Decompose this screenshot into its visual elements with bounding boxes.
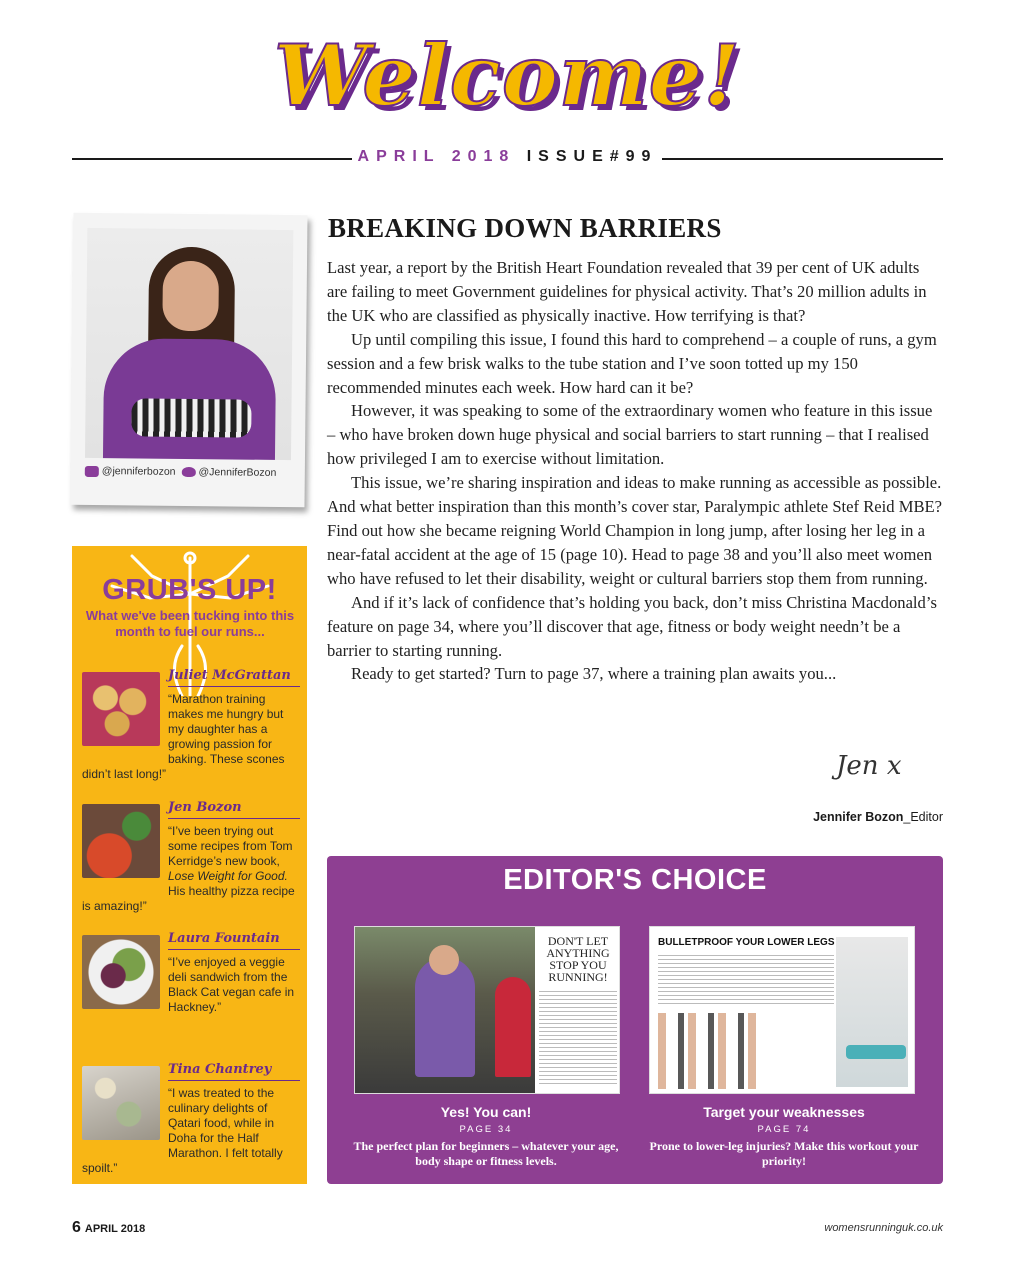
thumb-headline: DON'T LET ANYTHING STOP YOU RUNNING! [546, 934, 610, 984]
editor-polaroid [70, 213, 307, 507]
pick-title[interactable]: Yes! You can! [440, 1104, 532, 1120]
pick-description: The perfect plan for beginners – whatever your age, body shape or fitness levels. [353, 1139, 619, 1168]
editor-credit [760, 810, 943, 824]
article-paragraph: However, it was speaking to some of the extraordinary women who feature in this issue – who have broken down huge physical and social barriers to start running – that I realised how privileged I am to exercise without limitation. [327, 401, 933, 469]
masthead-title: Welcome! [273, 26, 742, 125]
page-34-thumbnail[interactable] [354, 926, 620, 1094]
entry-quote-end: His healthy pizza recipe is amazing!” [82, 884, 295, 913]
pick-description: Prone to lower-leg injuries? Make this workout your priority! [649, 1139, 919, 1168]
entry-quote-start: “I’ve been trying out some recipes from Tom Kerridge’s new book, [168, 824, 293, 868]
editor-role: _Editor [903, 810, 943, 824]
grubs-up-title: GRUB'S UP! [102, 574, 277, 606]
article-paragraph: Up until compiling this issue, I found this hard to comprehend – a couple of runs, a gym session and a few brisk walks to the tube station and I’ve soon totted up my 150 recommended minutes each week. How hard can it be? [327, 329, 937, 397]
twitter-icon [181, 467, 195, 477]
issue-date: APRIL 2018 [357, 148, 516, 165]
entry-quote: “I’ve enjoyed a veggie deli sandwich from the Black Cat vegan cafe in Hackney.” [168, 955, 295, 1014]
entry-quote: “I was treated to the culinary delights of Qatari food, while in Doha for the Half Marathon. I felt totally spoilt.” [82, 1086, 283, 1175]
editor-signature: Jen x [836, 751, 902, 781]
masthead [0, 28, 1015, 124]
book-title: Lose Weight for Good. [168, 869, 288, 883]
grubs-up-panel [72, 546, 307, 1184]
article-headline: BREAKING DOWN BARRIERS [328, 213, 722, 243]
article-paragraph: And if it’s lack of confidence that’s holding you back, don’t miss Christina Macdonald’s feature on page 34, where you’ll discover that age, fitness or body weight needn’t be a barrier to starting running. [327, 592, 937, 660]
issue-number: ISSUE#99 [526, 148, 658, 165]
twitter-handle[interactable]: @JenniferBozon [181, 466, 276, 479]
issue-line [0, 148, 1015, 166]
editors-choice-title: EDITOR'S CHOICE [503, 864, 767, 896]
pick-page: PAGE 34 [459, 1124, 513, 1135]
footer-date: APRIL 2018 [84, 1223, 146, 1235]
editors-choice-panel [327, 856, 943, 1184]
thumb-headline: BULLETPROOF YOUR LOWER LEGS [658, 937, 835, 948]
page-number: 6 [72, 1219, 81, 1236]
pick-page: PAGE 74 [757, 1124, 811, 1135]
pick-title[interactable]: Target your weaknesses [703, 1104, 865, 1120]
grubs-up-subtitle: What we've been tucking into this month to fuel our runs... [85, 608, 295, 639]
editor-photo [85, 228, 293, 460]
footer-folio [72, 1219, 145, 1237]
social-handles [85, 465, 291, 479]
footer-website[interactable]: womensrunninguk.co.uk [824, 1222, 943, 1234]
page-74-thumbnail[interactable] [649, 926, 915, 1094]
entry-author: Jen Bozon [168, 800, 300, 819]
entry-author: Laura Fountain [168, 931, 300, 950]
article-paragraph: This issue, we’re sharing inspiration and ideas to make running as accessible as possible. And what better inspiration than this month’s cover star, Paralympic athlete Stef Reid MBE? Find out how she became reigning World Champion in long jump, after losing her leg in a near-fatal accident at the age of 15 (page 10). Head to page 38 and you’ll also meet women who have refused to let their disability, weight or cultural barriers stop them from running. [327, 473, 943, 588]
entry-author: Juliet McGrattan [168, 668, 300, 687]
article-body [327, 256, 943, 686]
article-paragraph: Ready to get started? Turn to page 37, where a training plan awaits you... [351, 664, 837, 684]
entry-author: Tina Chantrey [168, 1062, 300, 1081]
entry-quote: “Marathon training makes me hungry but my daughter has a growing passion for baking. These scones didn’t last long!” [82, 692, 285, 781]
instagram-handle[interactable]: @jenniferbozon [85, 465, 176, 478]
instagram-icon [85, 466, 99, 477]
editor-name: Jennifer Bozon [813, 810, 904, 824]
article-paragraph: Last year, a report by the British Heart Foundation revealed that 39 per cent of UK adults are failing to meet Government guidelines for physical activity. That’s 20 million adults in the UK who are classified as physically inactive. How terrifying is that? [327, 258, 927, 325]
